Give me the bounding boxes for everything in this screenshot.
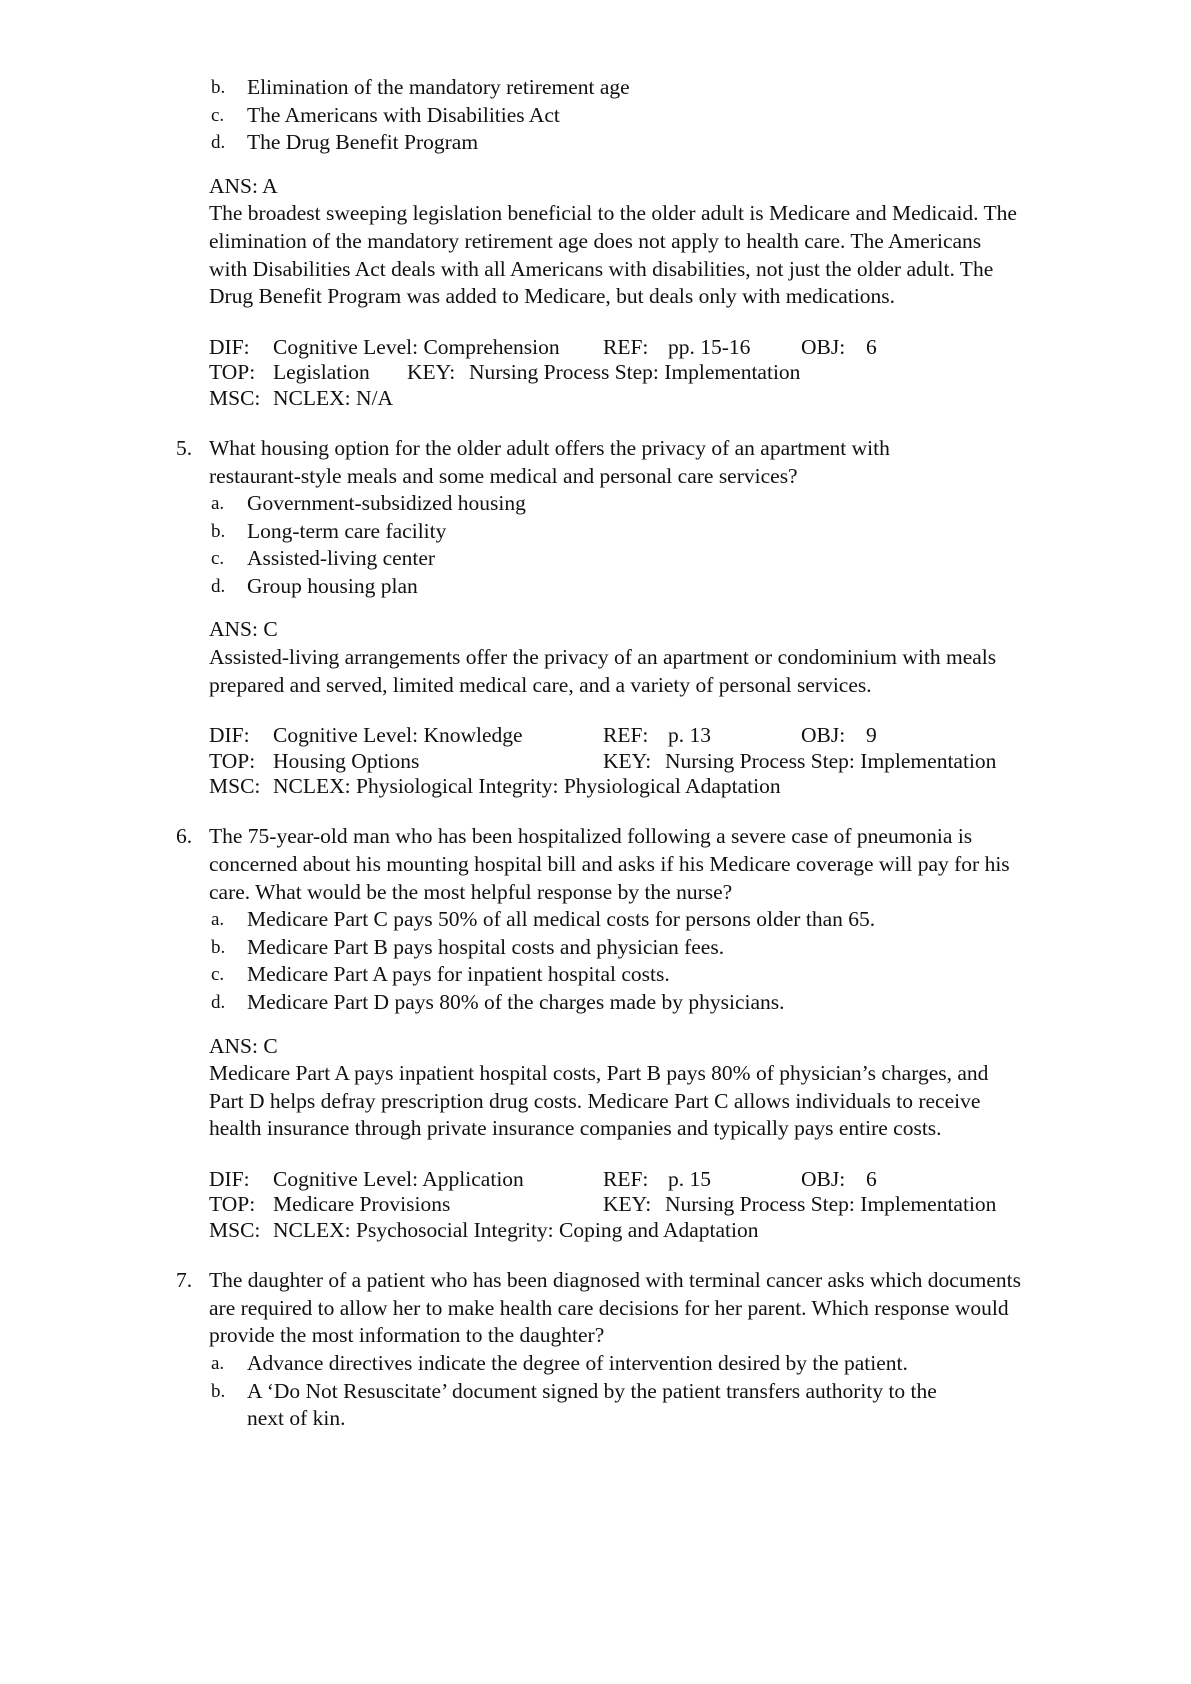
answer-option [0,989,1191,1017]
option-letter: d. [211,992,226,1013]
option-letter: c. [211,548,225,570]
meta-top-label: TOP: [209,360,256,385]
question-stem-line [0,435,1191,463]
meta-dif-label: DIF: [209,334,250,359]
answer-option-continued [0,1405,1191,1433]
meta-top-label: TOP: [209,1192,256,1217]
answer-option [0,129,1191,157]
option-text: Medicare Part C pays 50% of all medical costs for persons older than 65. [247,907,876,932]
answer-option [0,74,1191,102]
option-text: A ‘Do Not Resuscitate’ document signed by the patient transfers authority to the [247,1378,937,1403]
meta-top: Housing Options [273,748,420,773]
question-stem-text: What housing option for the older adult offers the privacy of an apartment with [209,435,890,460]
meta-ref: p. 13 [668,723,711,748]
meta-msc-label: MSC: [209,385,261,410]
continued-question [0,74,1191,411]
rationale-text: elimination of the mandatory retirement age does not apply to health care. The Americans [209,228,982,253]
meta-key-label: KEY: [603,748,652,773]
option-letter: a. [211,493,225,515]
document-page [0,74,1191,1433]
answer-text: ANS: C [209,1033,278,1058]
meta-dif-row [0,1167,1191,1192]
answer-text: ANS: C [209,617,278,642]
meta-msc-row [0,386,1191,411]
question-stem-line [0,1295,1191,1323]
answer-key [0,616,1191,644]
meta-key: Nursing Process Step: Implementation [665,1192,997,1217]
option-letter: b. [211,1380,226,1402]
rationale-line [0,644,1191,672]
option-text: Elimination of the mandatory retirement age [247,75,630,99]
meta-dif: Cognitive Level: Comprehension [273,334,560,359]
meta-key: Nursing Process Step: Implementation [665,748,997,773]
rationale-line [0,1115,1191,1143]
option-text: Medicare Part A pays for inpatient hospital costs. [247,962,670,987]
meta-obj-label: OBJ: [801,1166,846,1191]
rationale-text: with Disabilities Act deals with all Americans with disabilities, not just the older adult. The [209,256,994,281]
answer-option [0,518,1191,546]
option-text: Medicare Part D pays 80% of the charges made by physicians. [247,990,785,1014]
meta-obj: 9 [866,723,877,748]
option-text: Medicare Part B pays hospital costs and physician fees. [247,934,725,959]
meta-top-label: TOP: [209,748,256,773]
meta-dif-label: DIF: [209,723,250,748]
question-item [0,1267,1191,1433]
option-letter: a. [211,909,225,931]
question-stem-text: care. What would be the most helpful response by the nurse? [209,879,733,904]
answer-key [0,173,1191,201]
meta-key-label: KEY: [603,1192,652,1217]
answer-option [0,961,1191,989]
question-stem-line [0,851,1191,879]
meta-obj: 6 [866,1166,877,1191]
question-number: 7. [176,1268,193,1293]
answer-option [0,573,1191,601]
question-stem-text: restaurant-style meals and some medical and personal care services? [209,463,798,488]
answer-option [0,102,1191,130]
option-text: Long-term care facility [247,518,447,543]
meta-top-row [0,1192,1191,1217]
option-letter: a. [211,1352,225,1374]
meta-top-row [0,360,1191,385]
answer-option [0,490,1191,518]
rationale-line [0,256,1191,284]
meta-key: Nursing Process Step: Implementation [469,360,801,385]
answer-option [0,545,1191,573]
meta-msc-row [0,774,1191,799]
answer-option [0,906,1191,934]
meta-msc-label: MSC: [209,1217,261,1242]
meta-ref-label: REF: [603,1166,649,1191]
option-text: The Americans with Disabilities Act [247,102,560,127]
meta-top: Legislation [273,360,370,385]
rationale-line [0,672,1191,700]
rationale-line [0,200,1191,228]
meta-key-label: KEY: [407,360,456,385]
meta-ref-label: REF: [603,723,649,748]
answer-option [0,1350,1191,1378]
option-text: Government-subsidized housing [247,491,526,516]
rationale-text: Part D helps defray prescription drug costs. Medicare Part C allows individuals to receive [209,1088,981,1113]
meta-top: Medicare Provisions [273,1192,451,1217]
option-letter: d. [211,132,226,154]
option-letter: b. [211,520,226,542]
answer-text: ANS: A [209,173,278,198]
rationale-text: Drug Benefit Program was added to Medicare, but deals only with medications. [209,284,896,309]
meta-dif-row [0,723,1191,748]
meta-msc-label: MSC: [209,774,261,799]
option-text: Advance directives indicate the degree of intervention desired by the patient. [247,1350,908,1375]
question-number: 5. [176,435,193,460]
rationale-text: The broadest sweeping legislation beneficial to the older adult is Medicare and Medicaid. The [209,201,1017,226]
option-text: The Drug Benefit Program [247,130,479,155]
meta-dif-row [0,335,1191,360]
question-stem-line [0,879,1191,907]
meta-obj-label: OBJ: [801,723,846,748]
question-stem-text: are required to allow her to make health care decisions for her parent. Which response would [209,1295,1009,1320]
answer-option [0,934,1191,962]
question-stem-text: provide the most information to the daughter? [209,1323,605,1348]
meta-ref: p. 15 [668,1166,711,1191]
option-letter: d. [211,575,226,597]
rationale-text: Assisted-living arrangements offer the privacy of an apartment or condominium with meals [209,645,997,670]
question-stem-line [0,463,1191,491]
question-stem-text: The daughter of a patient who has been diagnosed with terminal cancer asks which documents [209,1268,1021,1293]
meta-msc: NCLEX: N/A [273,385,394,410]
meta-obj-label: OBJ: [801,334,846,359]
meta-obj: 6 [866,334,877,359]
rationale-line [0,1060,1191,1088]
option-text: next of kin. [247,1406,346,1431]
rationale-text: prepared and served, limited medical care, and a variety of personal services. [209,672,872,697]
meta-dif: Cognitive Level: Knowledge [273,723,523,748]
meta-top-row [0,749,1191,774]
option-letter: c. [211,964,225,986]
rationale-line [0,228,1191,256]
option-text: Assisted-living center [247,546,436,571]
option-letter: b. [211,936,226,958]
rationale-line [0,283,1191,311]
question-stem-text: concerned about his mounting hospital bill and asks if his Medicare coverage will pay for his [209,852,1010,877]
option-letter: b. [211,77,226,98]
question-stem-line [0,823,1191,851]
option-text: Group housing plan [247,573,418,598]
answer-key [0,1033,1191,1061]
meta-msc: NCLEX: Physiological Integrity: Physiological Adaptation [273,774,781,799]
question-item [0,435,1191,800]
meta-ref: pp. 15-16 [668,334,751,359]
rationale-text: health insurance through private insurance companies and typically pays entire costs. [209,1116,942,1141]
meta-dif: Cognitive Level: Application [273,1166,524,1191]
meta-dif-label: DIF: [209,1166,250,1191]
meta-ref-label: REF: [603,334,649,359]
question-stem-text: The 75-year-old man who has been hospitalized following a severe case of pneumonia is [209,824,973,849]
question-stem-line [0,1322,1191,1350]
question-number: 6. [176,824,193,849]
answer-option [0,1378,1191,1406]
rationale-line [0,1088,1191,1116]
option-letter: c. [211,104,225,126]
meta-msc: NCLEX: Psychosocial Integrity: Coping and Adaptation [273,1217,759,1242]
rationale-text: Medicare Part A pays inpatient hospital costs, Part B pays 80% of physician’s charges, and [209,1061,989,1086]
question-stem-line [0,1267,1191,1295]
meta-msc-row [0,1218,1191,1243]
question-item [0,823,1191,1243]
